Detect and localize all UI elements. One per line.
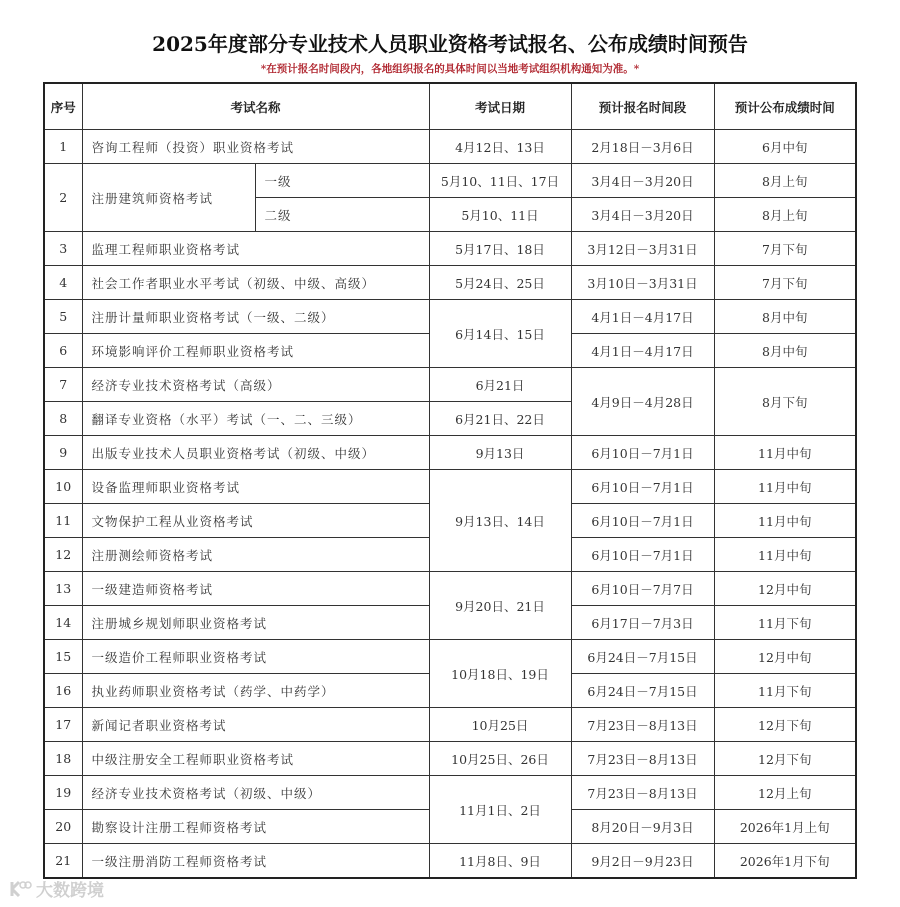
seq-cell: 2: [44, 164, 82, 232]
results-cell: 11月下旬: [714, 606, 856, 640]
seq-cell: 3: [44, 232, 82, 266]
registration-cell: 6月10日－7月1日: [571, 538, 714, 572]
exam-date-cell: 10月18日、19日: [429, 640, 571, 708]
seq-cell: 19: [44, 776, 82, 810]
exam-name-cell: 一级建造师资格考试: [82, 572, 429, 606]
registration-cell: 3月10日－3月31日: [571, 266, 714, 300]
watermark: [8, 876, 104, 901]
results-cell: 8月中旬: [714, 300, 856, 334]
registration-cell: 4月1日－4月17日: [571, 334, 714, 368]
seq-cell: 1: [44, 130, 82, 164]
results-cell: 12月上旬: [714, 776, 856, 810]
exam-date-cell: 4月12日、13日: [429, 130, 571, 164]
seq-cell: 13: [44, 572, 82, 606]
exam-date-cell: 10月25日、26日: [429, 742, 571, 776]
results-cell: 7月下旬: [714, 266, 856, 300]
results-cell: 2026年1月下旬: [714, 844, 856, 879]
registration-cell: 6月24日－7月15日: [571, 640, 714, 674]
seq-cell: 10: [44, 470, 82, 504]
results-cell: 12月下旬: [714, 708, 856, 742]
table-row: [44, 266, 856, 300]
results-cell: 11月中旬: [714, 470, 856, 504]
results-cell: 11月中旬: [714, 504, 856, 538]
seq-cell: 6: [44, 334, 82, 368]
seq-cell: 12: [44, 538, 82, 572]
seq-cell: 14: [44, 606, 82, 640]
exam-name-cell: 注册城乡规划师职业资格考试: [82, 606, 429, 640]
table-row: [44, 742, 856, 776]
exam-name-cell: 执业药师职业资格考试（药学、中药学）: [82, 674, 429, 708]
registration-cell: 6月24日－7月15日: [571, 674, 714, 708]
registration-cell: 2月18日－3月6日: [571, 130, 714, 164]
exam-name-cell: 咨询工程师（投资）职业资格考试: [82, 130, 429, 164]
registration-cell: 3月4日－3月20日: [571, 198, 714, 232]
exam-name-cell: 文物保护工程从业资格考试: [82, 504, 429, 538]
results-cell: 2026年1月上旬: [714, 810, 856, 844]
table-row: [44, 640, 856, 674]
exam-name-cell: 一级注册消防工程师资格考试: [82, 844, 429, 879]
level-cell: 一级: [255, 164, 429, 198]
registration-cell: 6月10日－7月1日: [571, 436, 714, 470]
exam-name-cell: 新闻记者职业资格考试: [82, 708, 429, 742]
table-row: [44, 368, 856, 402]
registration-cell: 8月20日－9月3日: [571, 810, 714, 844]
registration-cell: 6月17日－7月3日: [571, 606, 714, 640]
exam-date-cell: 6月21日: [429, 368, 571, 402]
seq-cell: 21: [44, 844, 82, 879]
results-cell: 12月中旬: [714, 640, 856, 674]
table-header-row: [44, 83, 856, 130]
registration-cell: 4月9日－4月28日: [571, 368, 714, 436]
level-cell: 二级: [255, 198, 429, 232]
registration-cell: 9月2日－9月23日: [571, 844, 714, 879]
table-row: [44, 470, 856, 504]
header-registration: 预计报名时间段: [571, 83, 714, 130]
exam-name-cell: 设备监理师职业资格考试: [82, 470, 429, 504]
results-cell: 8月上旬: [714, 164, 856, 198]
seq-cell: 4: [44, 266, 82, 300]
results-cell: 8月下旬: [714, 368, 856, 436]
table-row: [44, 844, 856, 879]
exam-name-cell: 中级注册安全工程师职业资格考试: [82, 742, 429, 776]
exam-name-cell: 翻译专业资格（水平）考试（一、二、三级）: [82, 402, 429, 436]
exam-name-cell: 环境影响评价工程师职业资格考试: [82, 334, 429, 368]
exam-name-cell: 经济专业技术资格考试（初级、中级）: [82, 776, 429, 810]
exam-schedule-table: [43, 82, 857, 879]
registration-cell: 6月10日－7月7日: [571, 572, 714, 606]
seq-cell: 17: [44, 708, 82, 742]
registration-cell: 3月12日－3月31日: [571, 232, 714, 266]
exam-date-cell: 10月25日: [429, 708, 571, 742]
exam-name-cell: 注册建筑师资格考试: [82, 164, 255, 232]
watermark-text: 大数跨境: [36, 881, 104, 901]
table-row: [44, 300, 856, 334]
table-row: [44, 776, 856, 810]
seq-cell: 15: [44, 640, 82, 674]
results-cell: 6月中旬: [714, 130, 856, 164]
seq-cell: 5: [44, 300, 82, 334]
registration-cell: 7月23日－8月13日: [571, 708, 714, 742]
exam-date-cell: 9月13日: [429, 436, 571, 470]
exam-date-cell: 5月17日、18日: [429, 232, 571, 266]
seq-cell: 9: [44, 436, 82, 470]
registration-cell: 7月23日－8月13日: [571, 776, 714, 810]
exam-name-cell: 注册计量师职业资格考试（一级、二级）: [82, 300, 429, 334]
results-cell: 8月上旬: [714, 198, 856, 232]
registration-cell: 7月23日－8月13日: [571, 742, 714, 776]
exam-name-cell: 监理工程师职业资格考试: [82, 232, 429, 266]
seq-cell: 20: [44, 810, 82, 844]
exam-name-cell: 一级造价工程师职业资格考试: [82, 640, 429, 674]
table-row: [44, 436, 856, 470]
table-row: [44, 572, 856, 606]
table-row: [44, 164, 856, 198]
page-title: 2025年度部分专业技术人员职业资格考试报名、公布成绩时间预告: [152, 32, 748, 56]
results-cell: 11月中旬: [714, 538, 856, 572]
registration-note: *在预计报名时间段内，各地组织报名的具体时间以当地考试组织机构通知为准。*: [260, 63, 640, 75]
results-cell: 7月下旬: [714, 232, 856, 266]
exam-date-cell: 6月14日、15日: [429, 300, 571, 368]
seq-cell: 7: [44, 368, 82, 402]
results-cell: 11月下旬: [714, 674, 856, 708]
results-cell: 12月下旬: [714, 742, 856, 776]
registration-cell: 3月4日－3月20日: [571, 164, 714, 198]
exam-name-cell: 勘察设计注册工程师资格考试: [82, 810, 429, 844]
exam-date-cell: 9月20日、21日: [429, 572, 571, 640]
exam-name-cell: 社会工作者职业水平考试（初级、中级、高级）: [82, 266, 429, 300]
exam-name-cell: 注册测绘师资格考试: [82, 538, 429, 572]
seq-cell: 18: [44, 742, 82, 776]
exam-date-cell: 5月10、11日: [429, 198, 571, 232]
registration-cell: 4月1日－4月17日: [571, 300, 714, 334]
exam-date-cell: 6月21日、22日: [429, 402, 571, 436]
header-results: 预计公布成绩时间: [714, 83, 856, 130]
registration-cell: 6月10日－7月1日: [571, 470, 714, 504]
table-row: [44, 708, 856, 742]
results-cell: 8月中旬: [714, 334, 856, 368]
exam-date-cell: 5月10、11日、17日: [429, 164, 571, 198]
seq-cell: 16: [44, 674, 82, 708]
table-row: [44, 130, 856, 164]
exam-date-cell: 9月13日、14日: [429, 470, 571, 572]
results-cell: 11月中旬: [714, 436, 856, 470]
exam-date-cell: 11月8日、9日: [429, 844, 571, 879]
table-row: [44, 232, 856, 266]
seq-cell: 11: [44, 504, 82, 538]
exam-date-cell: 11月1日、2日: [429, 776, 571, 844]
header-exam-name: 考试名称: [82, 83, 429, 130]
exam-name-cell: 经济专业技术资格考试（高级）: [82, 368, 429, 402]
registration-cell: 6月10日－7月1日: [571, 504, 714, 538]
exam-date-cell: 5月24日、25日: [429, 266, 571, 300]
kuajing-logo-icon: [8, 879, 32, 899]
results-cell: 12月中旬: [714, 572, 856, 606]
header-exam-date: 考试日期: [429, 83, 571, 130]
header-seq: 序号: [44, 83, 82, 130]
exam-name-cell: 出版专业技术人员职业资格考试（初级、中级）: [82, 436, 429, 470]
seq-cell: 8: [44, 402, 82, 436]
